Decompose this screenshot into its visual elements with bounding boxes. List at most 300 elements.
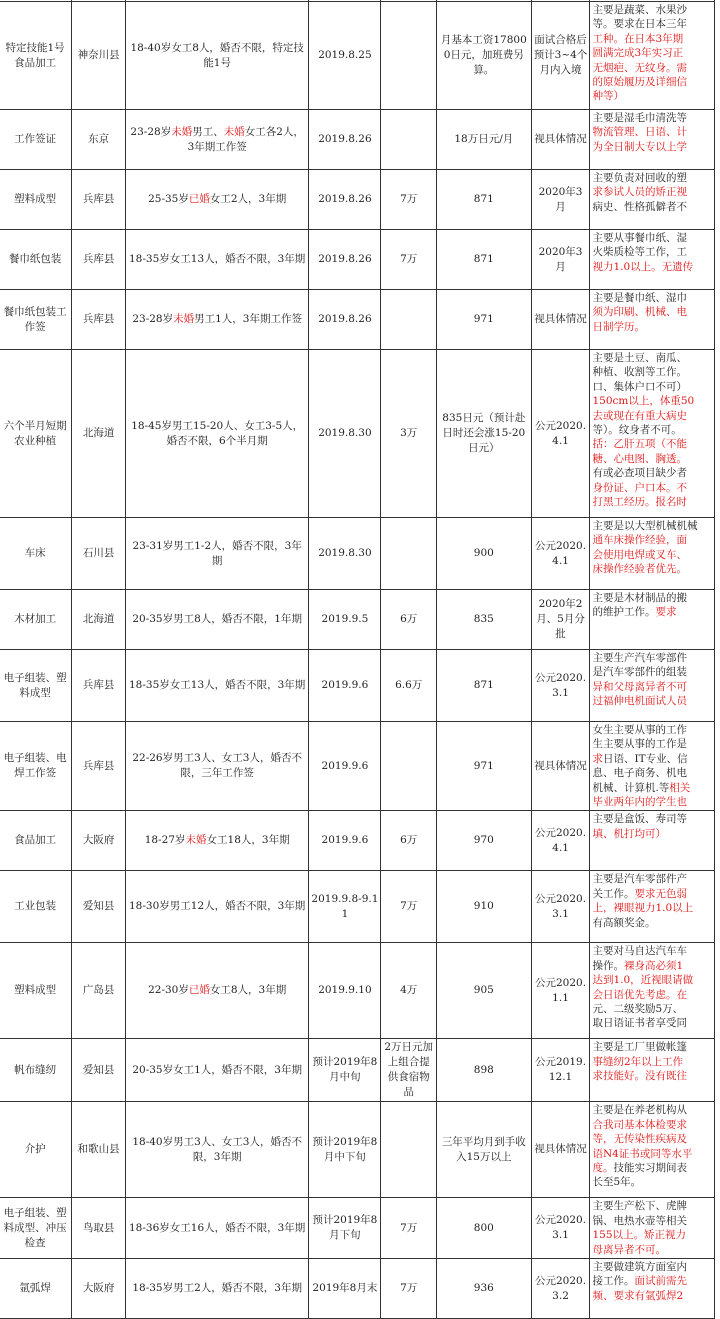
requirements-segment: 18-35岁女工13人，婚否不限，3年期 (129, 253, 306, 265)
notes-cell (590, 350, 715, 518)
notes-cell (590, 811, 715, 871)
notes-line (592, 291, 712, 305)
notes-line (592, 827, 712, 841)
job-type-cell (0, 350, 72, 518)
interview-date-cell (309, 518, 381, 590)
requirements-segment: 22-26岁男工3人、女工3人，婚否不限，三年工作签 (132, 752, 302, 780)
fee-cell (381, 722, 437, 811)
requirements-segment: 未婚 (223, 125, 245, 138)
fee-text: 7万 (400, 1221, 418, 1234)
departure-cell (531, 350, 590, 518)
notes-line (592, 591, 712, 605)
location-text: 爱知县 (82, 900, 115, 913)
fee-cell (381, 290, 437, 350)
notes-segment: 取日语证书者享受同 (592, 1017, 687, 1030)
job-type-cell (0, 871, 72, 943)
notes-segment: 元、二级奖励5万、 (592, 1003, 684, 1016)
notes-line (592, 260, 712, 274)
job-type-cell (0, 650, 72, 722)
notes-segment: 操作。 (592, 959, 624, 972)
interview-date-cell (309, 590, 381, 650)
notes-line (592, 351, 712, 365)
notes-line (592, 694, 712, 708)
departure-text: 公元2020.1.1 (535, 976, 587, 1004)
job-type-text: 食品加工 (14, 834, 57, 847)
notes-line (592, 231, 712, 245)
notes-segment: 关工作。 (592, 887, 635, 900)
departure-cell (531, 290, 590, 350)
notes-segment: 圆满完成3年实习正 (592, 47, 684, 60)
salary-text: 871 (473, 679, 494, 691)
location-text: 和歌山县 (77, 1143, 120, 1156)
notes-segment: 床操作经验者优先。 (592, 563, 687, 576)
notes-line (592, 481, 712, 495)
requirements-cell (125, 1102, 308, 1198)
salary-cell (437, 170, 532, 230)
notes-segment: 技能实习期间表 (613, 1162, 687, 1175)
job-type-text: 木材加工 (14, 613, 57, 625)
notes-segment: 合我司基本体检要求 (592, 1118, 687, 1131)
requirements-segment: 未婚 (185, 834, 207, 847)
job-type-text: 特定技能1号食品加工 (5, 41, 65, 69)
notes-line (592, 737, 712, 751)
fee-text: 6万 (400, 834, 418, 847)
notes-line (592, 1103, 712, 1117)
job-type-text: 电子组装、塑料成型、冲压检查 (3, 1206, 67, 1249)
location-text: 广岛县 (82, 984, 115, 997)
requirements-segment: 23-31岁男工1-2人，婚否不限，3年期 (132, 539, 302, 567)
job-type-cell (0, 170, 72, 230)
notes-line (592, 665, 712, 679)
notes-line (592, 409, 712, 423)
interview-date-cell (309, 290, 381, 350)
table-row (0, 170, 715, 230)
location-cell (72, 943, 126, 1039)
departure-text: 公元2020.3.1 (535, 671, 587, 699)
fee-cell (381, 943, 437, 1039)
job-type-cell (0, 811, 72, 871)
notes-line (592, 75, 712, 89)
requirements-segment: 18-35岁女工13人，婚否不限，3年期 (129, 679, 306, 691)
fee-cell (381, 2, 437, 110)
requirements-cell (125, 1259, 308, 1319)
notes-cell (590, 871, 715, 943)
departure-text: 公元2020.3.1 (535, 892, 587, 920)
notes-line (592, 1055, 712, 1069)
departure-text: 公元2020.3.1 (535, 1214, 587, 1242)
notes-line (592, 466, 712, 480)
notes-line (592, 185, 712, 199)
table-row (0, 650, 715, 722)
job-type-text: 氩弧焊 (19, 1282, 51, 1295)
salary-text: 835 (473, 613, 494, 625)
job-type-text: 塑料成型 (14, 984, 57, 997)
requirements-cell (125, 230, 308, 290)
job-type-cell (0, 290, 72, 350)
notes-line (592, 495, 712, 509)
fee-cell (381, 1259, 437, 1319)
job-type-text: 电子组装、塑料成型 (3, 671, 67, 699)
notes-segment: 有或必查项目缺少者 (592, 467, 687, 480)
notes-line (592, 519, 712, 533)
notes-segment: 相关 (669, 781, 691, 794)
notes-line (592, 1289, 712, 1303)
requirements-cell (125, 290, 308, 350)
salary-cell (437, 871, 532, 943)
notes-segment: 糖、心电图、胸透。 (592, 452, 687, 465)
notes-segment: 会使用电焊或叉车、 (592, 548, 687, 561)
interview-date-text: 2019.9.5 (321, 613, 369, 625)
notes-segment: 主要是盒饭、寿司等 (592, 813, 687, 826)
notes-segment: 生主要从事的工作是 (592, 738, 687, 751)
interview-date-text: 2019年8月末 (312, 1282, 378, 1295)
notes-segment: 语N4证书或同等水平 (592, 1147, 693, 1160)
notes-cell (590, 230, 715, 290)
job-type-cell (0, 1039, 72, 1102)
notes-line (592, 1016, 712, 1030)
requirements-segment: 25-35岁 (148, 193, 189, 205)
notes-segment: 的原始履历及详细信 (592, 76, 687, 89)
requirements-segment: 18-36岁女工16人，婚否不限，3年期 (129, 1221, 306, 1234)
interview-date-text: 预计2019年8月下旬 (312, 1214, 378, 1242)
notes-segment: 过福伸电机面试人员 (592, 695, 687, 708)
location-cell (72, 350, 126, 518)
notes-segment: 等）。纹身者不可。 (592, 424, 682, 437)
notes-line (592, 380, 712, 394)
notes-segment: 种植、收割等工作。 (592, 366, 687, 379)
salary-text: 910 (473, 900, 494, 913)
requirements-segment: 18-40岁女工8人，婚否不限，特定技能1号 (130, 41, 304, 69)
interview-date-text: 2019.8.26 (318, 253, 372, 265)
departure-text: 视具体情况 (534, 133, 587, 145)
notes-line (592, 680, 712, 694)
requirements-segment: 女工各2人，3年期工作签 (187, 125, 304, 153)
notes-segment: 物流管理、日语、计 (592, 126, 687, 139)
notes-cell (590, 1102, 715, 1198)
notes-segment: 频、要求有氩弧焊2 (592, 1289, 684, 1302)
notes-segment: 长至5年。 (592, 1176, 642, 1189)
notes-segment: 主要是汽车零部件产 (592, 873, 687, 886)
interview-date-text: 2019.8.30 (318, 427, 372, 439)
fee-cell (381, 110, 437, 170)
salary-cell (437, 1259, 532, 1319)
salary-cell (437, 110, 532, 170)
notes-line (592, 1260, 712, 1274)
notes-line (592, 887, 712, 901)
notes-segment: 须为印刷、机械、电 (592, 306, 687, 319)
departure-cell (531, 1039, 590, 1102)
salary-cell (437, 518, 532, 590)
notes-line (592, 901, 712, 915)
departure-cell (531, 110, 590, 170)
departure-cell (531, 650, 590, 722)
notes-line (592, 89, 712, 103)
notes-line (592, 795, 712, 809)
departure-cell (531, 2, 590, 110)
notes-segment: 主要是木材制品的搬 (592, 592, 687, 604)
requirements-segment: 男工、 (192, 125, 224, 138)
notes-cell (590, 2, 715, 110)
table-row (0, 2, 715, 110)
requirements-cell (125, 170, 308, 230)
departure-cell (531, 230, 590, 290)
notes-segment: 无烟疤、无纹身。需 (592, 61, 687, 74)
job-type-text: 餐巾纸包装工作签 (3, 305, 67, 333)
location-text: 神奈川县 (77, 49, 120, 61)
departure-text: 视具体情况 (534, 1143, 587, 1156)
notes-line (592, 423, 712, 437)
job-type-cell (0, 230, 72, 290)
job-type-text: 餐巾纸包装 (8, 253, 62, 265)
notes-line (592, 1118, 712, 1132)
notes-line (592, 988, 712, 1002)
location-cell (72, 2, 126, 110)
notes-segment: 度。 (592, 1162, 614, 1175)
notes-segment: 裸身高必须1 (623, 959, 684, 972)
interview-date-cell (309, 230, 381, 290)
salary-cell (437, 290, 532, 350)
notes-segment: 主要从事餐巾纸、湿 (592, 232, 687, 244)
location-text: 兵库县 (82, 253, 115, 265)
salary-text: 871 (473, 253, 494, 265)
location-text: 东京 (88, 133, 110, 145)
notes-line (592, 916, 712, 930)
interview-date-text: 2019.9.6 (321, 679, 369, 691)
notes-segment: 主要是餐巾纸、湿巾 (592, 292, 687, 304)
notes-line (592, 812, 712, 826)
notes-line (592, 1228, 712, 1242)
interview-date-text: 2019.8.26 (318, 133, 372, 145)
notes-segment: 打黑工经历。报名时 (592, 496, 687, 509)
location-text: 兵库县 (82, 679, 115, 691)
requirements-segment: 22-30岁 (148, 984, 189, 997)
fee-cell (381, 811, 437, 871)
notes-line (592, 605, 712, 619)
location-text: 北海道 (82, 427, 115, 439)
notes-cell (590, 650, 715, 722)
table-row (0, 722, 715, 811)
location-text: 北海道 (82, 613, 115, 625)
notes-segment: 异和父母离异者不可 (592, 680, 687, 693)
location-text: 爱知县 (82, 1063, 115, 1076)
fee-cell (381, 350, 437, 518)
requirements-segment: 未婚 (173, 313, 195, 325)
job-type-cell (0, 1259, 72, 1319)
location-cell (72, 230, 126, 290)
departure-cell (531, 943, 590, 1039)
notes-segment: 去或现在有重大病史 (592, 409, 687, 422)
departure-text: 视具体情况 (534, 759, 587, 772)
salary-cell (437, 722, 532, 811)
fee-text: 4万 (400, 984, 418, 997)
location-cell (72, 811, 126, 871)
location-cell (72, 871, 126, 943)
notes-segment: 女生主要从事的工作 (592, 724, 687, 736)
table-row (0, 350, 715, 518)
salary-text: 971 (473, 313, 494, 325)
fee-cell (381, 1102, 437, 1198)
notes-line (592, 1132, 712, 1146)
salary-text: 三年平均月到手收入15万以上 (441, 1135, 526, 1163)
location-text: 大阪府 (82, 1282, 115, 1295)
notes-line (592, 1199, 712, 1213)
location-text: 鸟取县 (82, 1221, 115, 1234)
salary-cell (437, 230, 532, 290)
departure-text: 2020年3月 (538, 185, 583, 213)
salary-text: 月基本工资178000日元，加班费另算。 (440, 34, 527, 76)
notes-segment: 为全日制大专以上学 (592, 140, 687, 153)
job-type-cell (0, 1198, 72, 1259)
interview-date-cell (309, 1039, 381, 1102)
location-cell (72, 170, 126, 230)
requirements-segment: 18-35岁男工2人，婚否不限，3年期 (132, 1282, 302, 1295)
notes-segment: 主要生产松下、虎牌 (592, 1200, 687, 1213)
requirements-segment: 20-35岁男工8人，婚否不限，1年期 (132, 613, 302, 625)
notes-cell (590, 590, 715, 650)
interview-date-text: 2019.9.6 (321, 759, 369, 772)
notes-segment: 是汽车零部件的组装 (592, 666, 687, 679)
salary-cell (437, 1102, 532, 1198)
departure-text: 公元2020.3.2 (535, 1274, 587, 1302)
table-row (0, 943, 715, 1039)
location-text: 兵库县 (82, 193, 115, 205)
notes-line (592, 723, 712, 737)
notes-line (592, 32, 712, 46)
notes-line (592, 872, 712, 886)
notes-line (592, 973, 712, 987)
salary-cell (437, 650, 532, 722)
salary-text: 800 (473, 1221, 494, 1234)
salary-cell (437, 590, 532, 650)
notes-cell (590, 290, 715, 350)
fee-cell (381, 871, 437, 943)
interview-date-cell (309, 350, 381, 518)
notes-segment: 病史、性格孤僻者不 (592, 200, 687, 213)
salary-cell (437, 350, 532, 518)
notes-cell (590, 1259, 715, 1319)
notes-line (592, 1274, 712, 1288)
notes-segment: 母离异者不可。 (592, 1243, 666, 1256)
requirements-segment: 20-35岁女工1人，婚否不限，3年期 (132, 1063, 302, 1076)
notes-cell (590, 943, 715, 1039)
notes-segment: 种等） (592, 90, 624, 103)
interview-date-cell (309, 871, 381, 943)
notes-line (592, 1040, 712, 1054)
requirements-segment: 23-28岁 (132, 313, 174, 325)
notes-segment: 主要是蔬菜、水果沙 (592, 4, 687, 16)
job-type-text: 电子组装、电焊工作签 (3, 752, 67, 780)
fee-cell (381, 170, 437, 230)
notes-segment: 主要生产汽车零部件 (592, 652, 687, 664)
departure-text: 公元2020.4.1 (535, 539, 587, 567)
job-type-cell (0, 110, 72, 170)
notes-cell (590, 518, 715, 590)
notes-line (592, 944, 712, 958)
requirements-segment: 18-27岁 (144, 834, 186, 847)
interview-date-text: 2019.9.10 (318, 984, 372, 997)
notes-line (592, 111, 712, 125)
location-text: 石川县 (82, 547, 115, 559)
salary-text: 936 (473, 1282, 494, 1295)
departure-cell (531, 1259, 590, 1319)
table-row (0, 1039, 715, 1102)
salary-text: 835日元（预计赴日时还会涨15-20日元） (442, 412, 526, 454)
notes-line (592, 452, 712, 466)
notes-line (592, 1002, 712, 1016)
notes-segment: 视力1.0以上。无遗传 (592, 260, 694, 273)
notes-line (592, 200, 712, 214)
requirements-cell (125, 943, 308, 1039)
notes-line (592, 1069, 712, 1083)
interview-date-text: 2019.9.8-9.11 (311, 892, 379, 920)
notes-segment: 毕业两年内的学生也 (592, 796, 687, 809)
requirements-cell (125, 722, 308, 811)
requirements-cell (125, 350, 308, 518)
table-row (0, 871, 715, 943)
notes-segment: 会日语优先考虑。在 (592, 988, 687, 1001)
notes-segment: 主要是湿毛巾清洗等 (592, 112, 687, 124)
departure-cell (531, 170, 590, 230)
notes-segment: 填、机打均可） (592, 827, 666, 840)
notes-segment: 要求 (655, 606, 677, 619)
interview-date-text: 预计2019年8月中下旬 (312, 1135, 378, 1163)
departure-text: 2020年2月、5月分批 (536, 598, 585, 640)
job-type-text: 工业包装 (14, 900, 57, 913)
salary-cell (437, 1198, 532, 1259)
notes-line (592, 1214, 712, 1228)
notes-segment: 等，无传染性疾病及 (592, 1133, 687, 1146)
departure-cell (531, 871, 590, 943)
salary-text: 871 (473, 193, 494, 205)
notes-segment: 机械、计算机.等 (592, 781, 670, 794)
interview-date-cell (309, 811, 381, 871)
notes-line (592, 61, 712, 75)
table-row (0, 1259, 715, 1319)
departure-cell (531, 518, 590, 590)
notes-line (592, 562, 712, 576)
requirements-cell (125, 650, 308, 722)
notes-segment: 面试前需先 (634, 1275, 687, 1288)
interview-date-text: 2019.9.6 (321, 834, 369, 847)
interview-date-text: 2019.8.25 (318, 49, 372, 61)
notes-line (592, 305, 712, 319)
notes-line (592, 1161, 712, 1175)
notes-segment: 工种。在日本3年期 (592, 32, 684, 45)
fee-text: 2万日元加上组合提供食宿物品 (384, 1041, 434, 1099)
notes-line (592, 320, 712, 334)
notes-line (592, 766, 712, 780)
departure-cell (531, 722, 590, 811)
requirements-segment: 已婚 (188, 193, 210, 205)
requirements-cell (125, 2, 308, 110)
notes-line (592, 437, 712, 451)
interview-date-cell (309, 943, 381, 1039)
notes-line (592, 17, 712, 31)
requirements-segment: 未婚 (171, 125, 193, 138)
fee-cell (381, 590, 437, 650)
interview-date-cell (309, 110, 381, 170)
salary-cell (437, 2, 532, 110)
job-type-text: 车床 (24, 547, 46, 559)
job-type-text: 工作签证 (14, 133, 57, 145)
salary-text: 900 (473, 547, 494, 559)
requirements-cell (125, 518, 308, 590)
notes-segment: 求 (592, 752, 603, 765)
interview-date-cell (309, 170, 381, 230)
table-row (0, 110, 715, 170)
interview-date-text: 2019.8.30 (318, 547, 372, 559)
notes-segment: 的维护工作。 (592, 606, 656, 619)
